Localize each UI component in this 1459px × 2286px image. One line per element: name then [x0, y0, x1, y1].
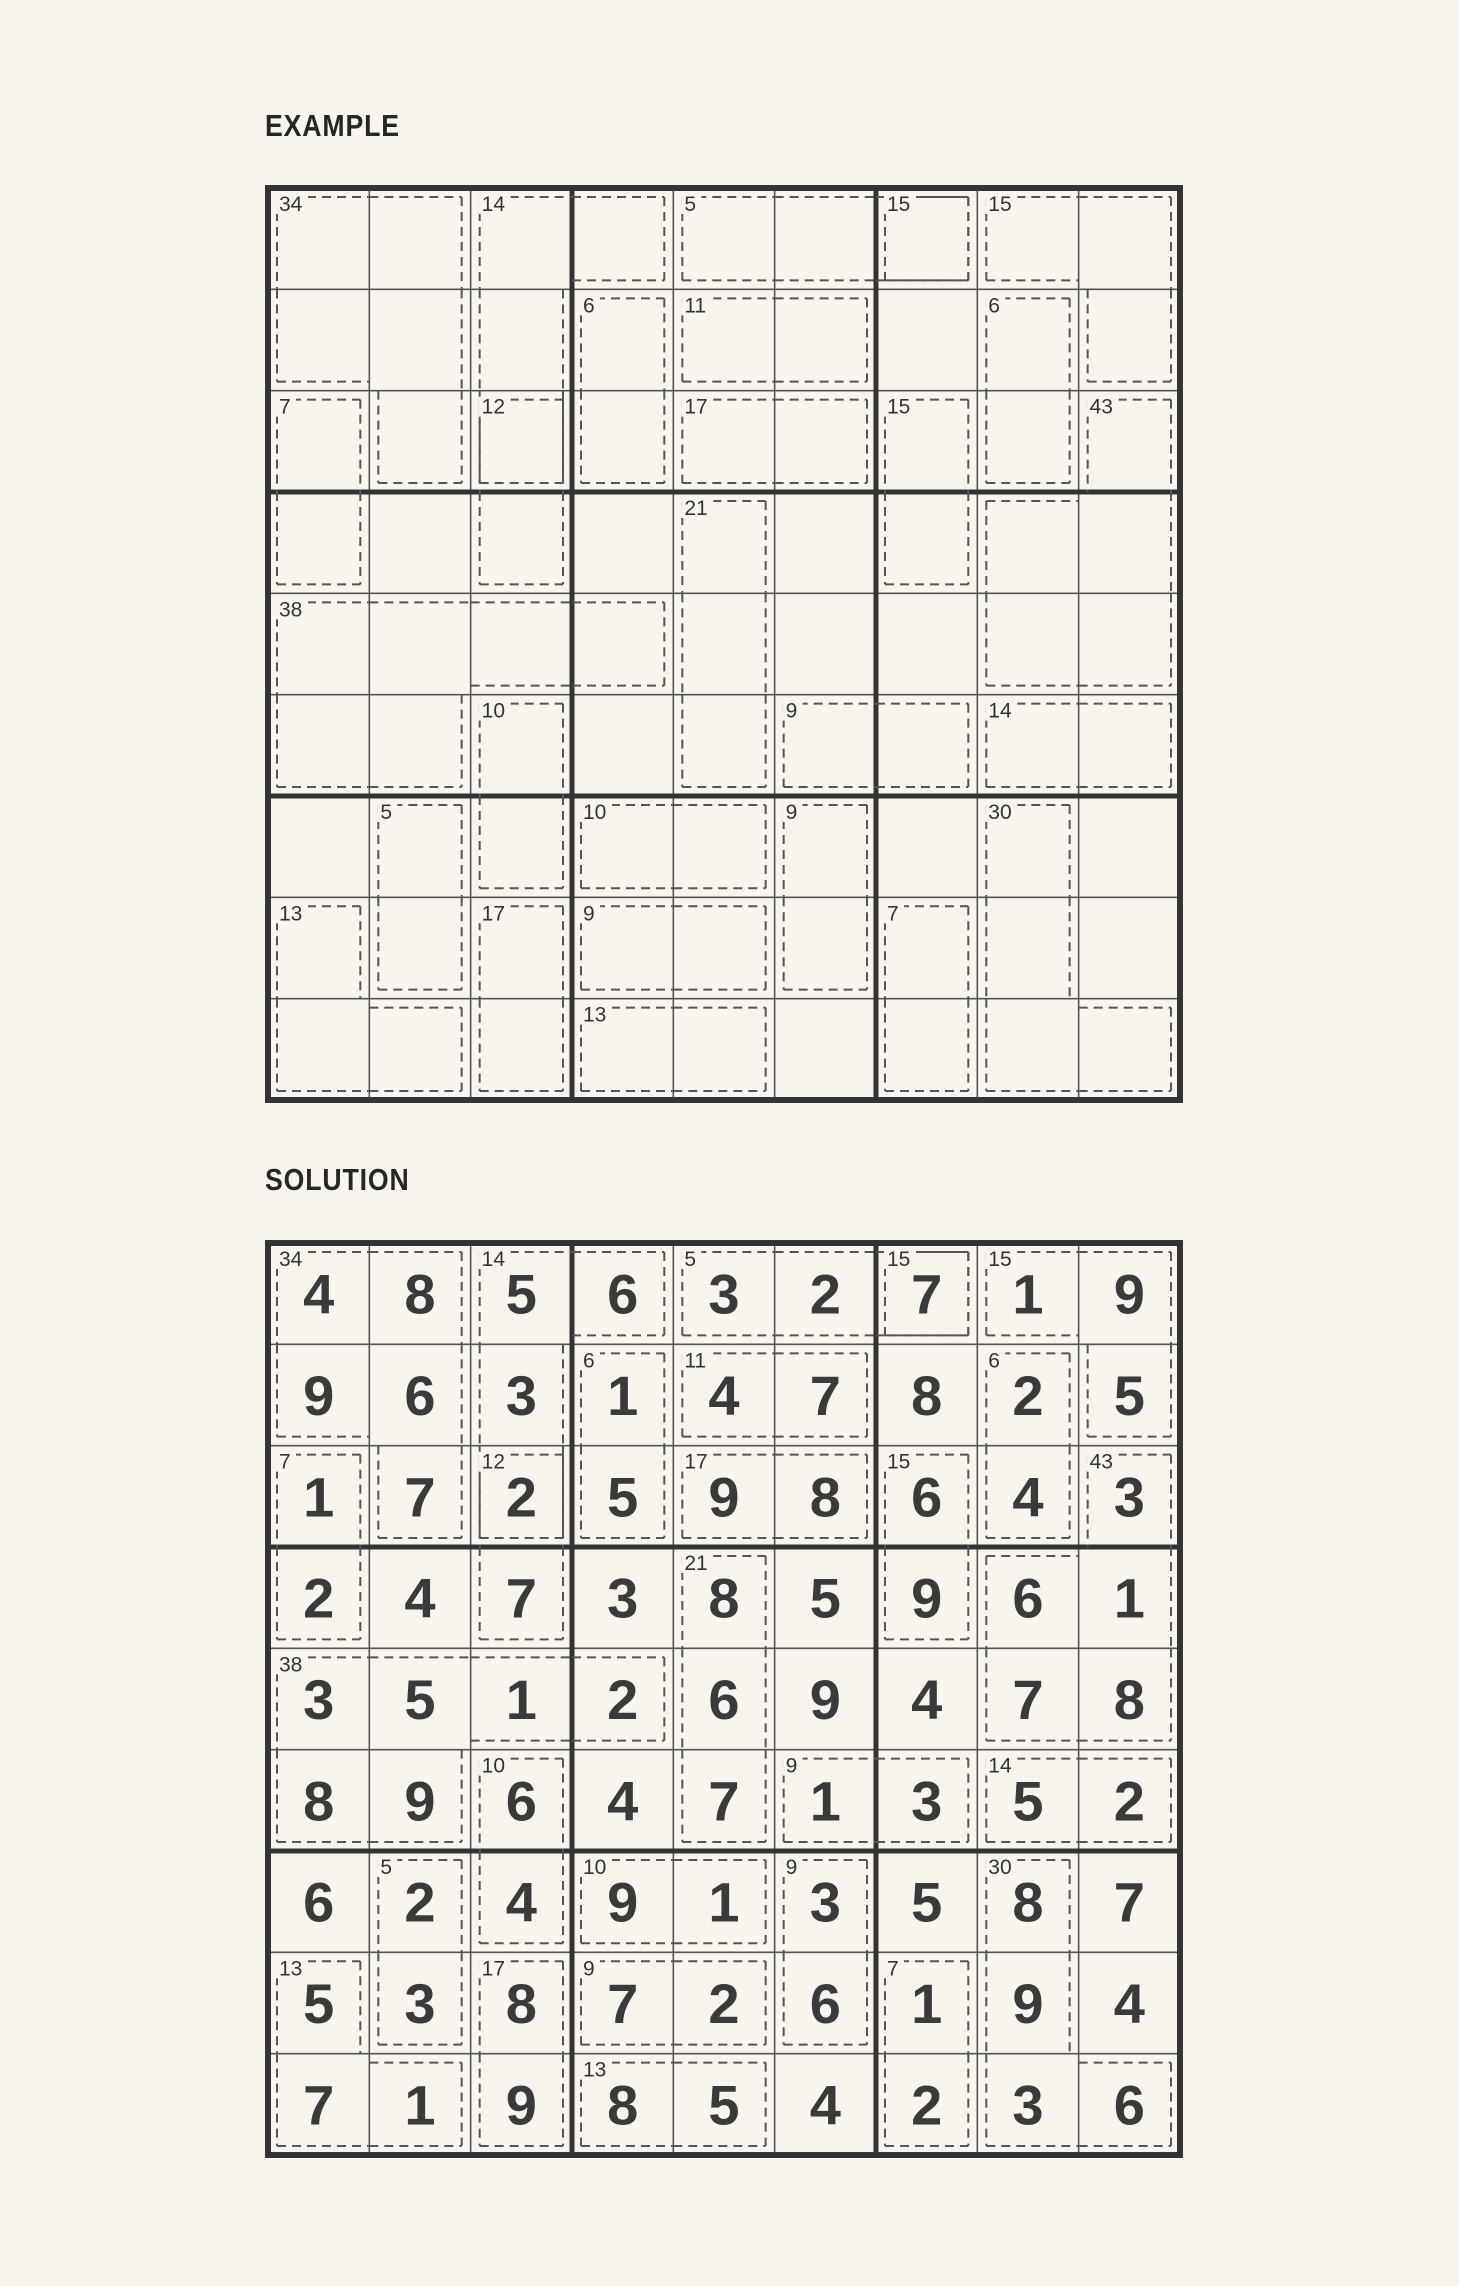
example-cage-sum: 10: [582, 800, 607, 824]
example-cage-sum: 38: [279, 598, 303, 622]
solution-cage-sum: 34: [279, 1248, 303, 1271]
example-cage-sum: 34: [279, 193, 303, 216]
solution-cell-digit: 1: [911, 1971, 943, 2035]
solution-cage-sum: 11: [684, 1349, 707, 1373]
solution-cell-digit: 2: [303, 1566, 335, 1630]
solution-cell-digit: 7: [708, 1769, 740, 1833]
example-cage: [783, 801, 867, 990]
example-cage-sum: 14: [988, 699, 1012, 723]
solution-cell-digit: 4: [911, 1667, 943, 1731]
solution-cell-digit: 7: [1113, 1870, 1145, 1934]
solution-cell-digit: 4: [708, 1363, 740, 1427]
solution-cage-sum: 9: [785, 1855, 798, 1879]
example-cage-sum: 21: [684, 496, 708, 520]
solution-cell-digit: 7: [505, 1566, 537, 1630]
solution-cell-digit: 2: [708, 1971, 740, 2035]
example-cage-sum: 11: [684, 294, 707, 318]
solution-cell-digit: 3: [1012, 2073, 1044, 2137]
solution-cage-sum: 9: [785, 1754, 798, 1778]
solution-cell-digit: 1: [809, 1769, 841, 1833]
example-border: [268, 188, 1180, 1100]
solution-cell-digit: 1: [303, 1465, 335, 1529]
solution-cell-digit: 2: [809, 1262, 841, 1326]
solution-cage-sum: 6: [988, 1349, 1000, 1373]
solution-cell-digit: 5: [607, 1465, 639, 1529]
solution-cell-digit: 5: [708, 2073, 740, 2137]
example-cage-sum: 5: [380, 800, 393, 824]
solution-cell-digit: 5: [809, 1566, 841, 1630]
solution-cell-digit: 8: [404, 1262, 436, 1326]
example-cage: [985, 294, 1069, 483]
solution-cell-digit: 1: [505, 1667, 537, 1731]
solution-cell-digit: 4: [809, 2073, 841, 2137]
solution-cell-digit: 6: [809, 1971, 841, 2035]
solution-cell-digit: 4: [1012, 1465, 1044, 1529]
example-cage-sum: 43: [1089, 395, 1113, 419]
solution-cell-digit: 3: [1113, 1465, 1145, 1529]
solution-heading: SOLUTION: [265, 1162, 410, 1197]
example-heading: EXAMPLE: [265, 108, 400, 143]
solution-cell-digit: 3: [809, 1870, 841, 1934]
example-cage-outline: [682, 197, 968, 280]
solution-cage-sum: 13: [279, 1957, 303, 1981]
solution-cell-digit: 1: [404, 2073, 436, 2137]
example-cage-sum: 17: [481, 902, 506, 926]
example-cage-sum: 15: [988, 193, 1012, 216]
solution-cell-digit: 9: [1012, 1971, 1044, 2035]
solution-puzzle-grid: [268, 1243, 1180, 2155]
solution-cage-sum: 13: [582, 2058, 607, 2082]
solution-cell-digit: 3: [607, 1566, 639, 1630]
example-cage-sum: 13: [582, 1003, 607, 1027]
example-cage-sum: 9: [582, 902, 595, 926]
solution-cage-sum: 15: [886, 1450, 911, 1474]
solution-cage-sum: 5: [380, 1855, 393, 1879]
solution-cell-digit: 6: [911, 1465, 943, 1529]
solution-cage-sum: 38: [279, 1653, 303, 1677]
solution-cell-digit: 7: [303, 2073, 335, 2137]
solution-cell-digit: 8: [708, 1566, 740, 1630]
solution-cell-digit: 4: [1113, 1971, 1145, 2035]
solution-cage-sum: 7: [279, 1450, 291, 1474]
solution-cage-sum: 10: [481, 1754, 506, 1778]
example-cage-sum: 6: [582, 294, 595, 318]
solution-cell-digit: 1: [708, 1870, 740, 1934]
solution-cell-digit: 8: [1012, 1870, 1044, 1934]
solution-cage-sum: 9: [582, 1957, 595, 1981]
solution-cell-digit: 7: [1012, 1667, 1044, 1731]
solution-cage-sum: 15: [886, 1248, 911, 1271]
solution-grid-svg: [268, 1243, 1180, 2155]
example-cage-sum: 17: [684, 395, 708, 419]
solution-cell-digit: 4: [404, 1566, 436, 1630]
solution-cell-digit: 8: [505, 1971, 537, 2035]
solution-cell-digit: 9: [303, 1363, 335, 1427]
example-cage: [479, 902, 563, 1091]
solution-cell-digit: 9: [404, 1769, 436, 1833]
solution-cell-digit: 7: [404, 1465, 436, 1529]
solution-cell-digit: 8: [1113, 1667, 1145, 1731]
solution-cell-digit: 4: [607, 1769, 639, 1833]
solution-cell-digit: 6: [1012, 1566, 1044, 1630]
example-cage-sum: 10: [481, 699, 506, 723]
example-cage-sum: 9: [785, 699, 798, 723]
solution-cell-digit: 1: [607, 1363, 639, 1427]
example-cage-sum: 14: [481, 193, 506, 216]
solution-cell-digit: 5: [911, 1870, 943, 1934]
solution-cell-digit: 2: [404, 1870, 436, 1934]
solution-cell-digit: 6: [708, 1667, 740, 1731]
solution-cell-digit: 9: [911, 1566, 943, 1630]
solution-cell-digit: 9: [708, 1465, 740, 1529]
solution-cell-digit: 5: [1113, 1363, 1145, 1427]
example-cage-sum: 7: [279, 395, 291, 419]
solution-cell-digit: 3: [708, 1262, 740, 1326]
solution-cage-sum: 43: [1089, 1450, 1113, 1474]
solution-cell-digit: 4: [505, 1870, 537, 1934]
solution-cell-digit: 8: [809, 1465, 841, 1529]
solution-cell-digit: 7: [607, 1971, 639, 2035]
solution-cell-digit: 9: [505, 2073, 537, 2137]
solution-cell-digit: 4: [303, 1262, 335, 1326]
example-cage: [377, 801, 461, 990]
example-cage: [884, 193, 968, 280]
solution-cage-sum: 14: [481, 1248, 506, 1271]
solution-cage-sum: 10: [582, 1855, 607, 1879]
solution-cell-digit: 2: [607, 1667, 639, 1731]
solution-cell-digit: 6: [505, 1769, 537, 1833]
solution-cage-sum: 6: [582, 1349, 595, 1373]
example-grid-svg: [268, 188, 1180, 1100]
solution-cell-digit: 2: [1012, 1363, 1044, 1427]
solution-cage-sum: 21: [684, 1551, 708, 1575]
solution-cell-digit: 3: [911, 1769, 943, 1833]
solution-cage-sum: 14: [988, 1754, 1012, 1778]
solution-cage-sum: 17: [684, 1450, 708, 1474]
solution-cage-sum: 5: [684, 1248, 697, 1271]
example-cage-outline: [682, 501, 765, 787]
solution-cage-sum: 30: [988, 1855, 1012, 1879]
solution-cell-digit: 9: [607, 1870, 639, 1934]
solution-cell-digit: 3: [404, 1971, 436, 2035]
solution-cell-digit: 3: [505, 1363, 537, 1427]
solution-cell-digit: 6: [1113, 2073, 1145, 2137]
example-cage-sum: 15: [886, 395, 911, 419]
solution-cell-digit: 1: [1012, 1262, 1044, 1326]
example-cage-sum: 7: [886, 902, 899, 926]
example-cage-sum: 30: [988, 800, 1012, 824]
solution-cage-sum: 12: [481, 1450, 506, 1474]
solution-cell-digit: 5: [404, 1667, 436, 1731]
example-cage-sum: 13: [279, 902, 303, 926]
example-cage-sum: 15: [886, 193, 911, 216]
solution-cell-digit: 1: [1113, 1566, 1145, 1630]
solution-cell-digit: 2: [911, 2073, 943, 2137]
solution-cell-digit: 9: [1113, 1262, 1145, 1326]
example-cage: [681, 497, 765, 787]
example-cage-sum: 12: [481, 395, 506, 419]
solution-cage-sum: 15: [988, 1248, 1012, 1271]
solution-cell-digit: 8: [303, 1769, 335, 1833]
example-cage: [580, 294, 664, 483]
solution-cell-digit: 5: [505, 1262, 537, 1326]
example-cage-sum: 5: [684, 193, 697, 216]
solution-cell-digit: 8: [911, 1363, 943, 1427]
solution-cell-digit: 7: [809, 1363, 841, 1427]
solution-cell-digit: 6: [404, 1363, 436, 1427]
solution-cage-sum: 17: [481, 1957, 506, 1981]
solution-cell-digit: 3: [303, 1667, 335, 1731]
solution-cell-digit: 2: [505, 1465, 537, 1529]
example-cage: [681, 193, 968, 280]
solution-cell-digit: 2: [1113, 1769, 1145, 1833]
solution-cell-digit: 6: [607, 1262, 639, 1326]
example-cage-sum: 9: [785, 800, 798, 824]
solution-cell-digit: 6: [303, 1870, 335, 1934]
solution-cell-digit: 5: [303, 1971, 335, 2035]
solution-cell-digit: 9: [809, 1667, 841, 1731]
example-puzzle-grid: [268, 188, 1180, 1100]
solution-cell-digit: 5: [1012, 1769, 1044, 1833]
solution-cage-sum: 7: [886, 1957, 899, 1981]
solution-cell-digit: 8: [607, 2073, 639, 2137]
example-cage: [884, 902, 968, 1091]
example-cage-sum: 6: [988, 294, 1000, 318]
solution-cell-digit: 7: [911, 1262, 943, 1326]
